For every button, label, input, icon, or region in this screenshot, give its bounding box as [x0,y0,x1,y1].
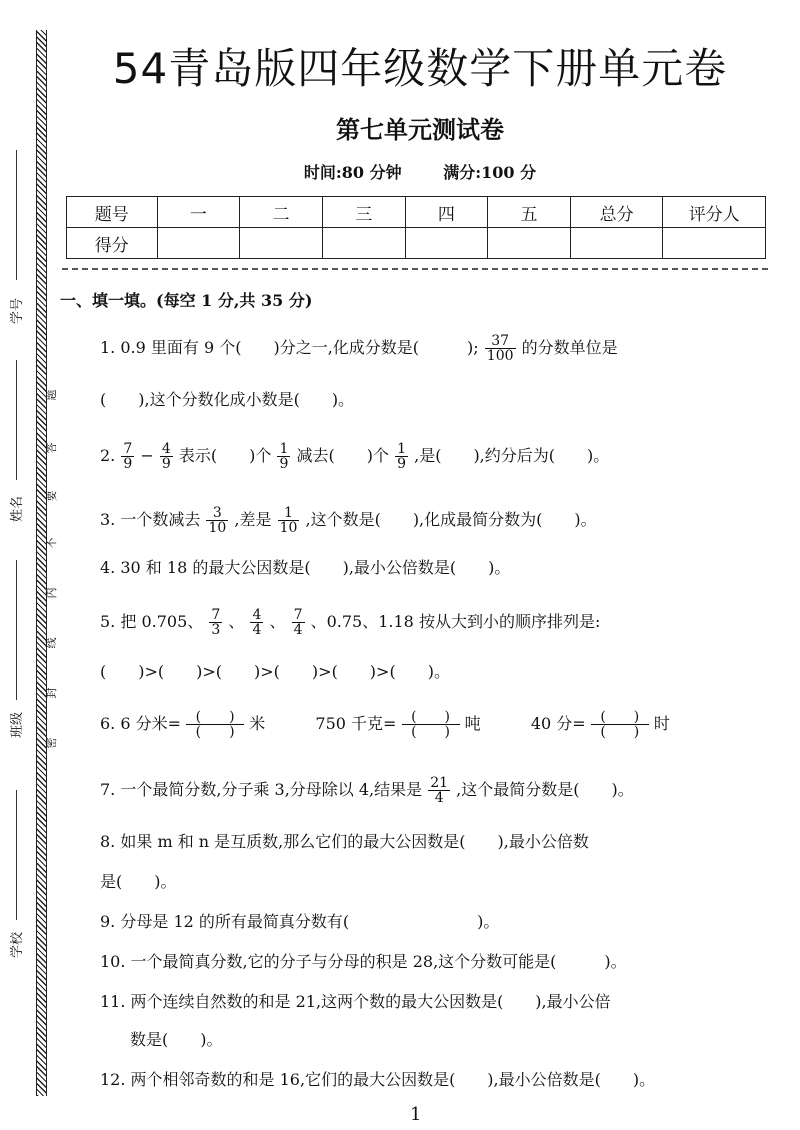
seal-char: 题 [45,389,58,401]
fraction: $\frac{1}{9}$ [279,441,289,472]
fraction: $\frac{3}{10}$ [208,505,227,536]
score-cell[interactable] [240,228,323,259]
fraction: $\frac{1}{9}$ [397,441,407,472]
minus-sign: − [140,446,154,465]
seal-char: 内 [45,587,58,599]
seal-char: 不 [45,537,58,549]
seal-char: 密 [45,737,58,749]
class-line [16,560,17,700]
fraction: $\frac{1}{10}$ [279,505,298,536]
question-1-cont: ( ),这个分数化成小数是( )。 [100,390,355,409]
class-label: 班级 [10,712,25,739]
table-row-label: 得分 [67,228,158,259]
score-table-row [67,228,766,259]
score-table-header-row [67,197,766,228]
question-4: 4. 30 和 18 的最大公因数是( ),最小公倍数是( )。 [100,558,511,577]
question-text: 米 [249,714,266,733]
question-11: 11. 两个连续自然数的和是 21,这两个数的最大公因数是( ),最小公倍 [100,992,611,1011]
table-header-cell: 评分人 [663,197,766,228]
question-3 [100,506,597,535]
question-text: 5. 把 0.705、 [100,612,204,631]
table-header-cell: 五 [488,197,571,228]
question-text: ,是( ),约分后为( )。 [414,446,610,465]
page-subtitle: 第七单元测试卷 [336,115,504,144]
section-heading: 一、填一填。(每空 1 分,共 35 分) [60,291,313,310]
score-cell[interactable] [157,228,240,259]
separator: 、 [228,612,245,631]
question-text: 7. 一个最简分数,分子乘 3,分母除以 4,结果是 [100,780,423,799]
name-label: 姓名 [10,496,25,523]
question-text: 750 千克= [315,714,397,733]
name-line [16,360,17,480]
table-header-cell: 三 [322,197,405,228]
question-10: 10. 一个最简真分数,它的分子与分母的积是 28,这个分数可能是( )。 [100,952,627,971]
question-6 [100,710,670,739]
page-number: 1 [410,1104,422,1125]
table-header-cell: 题号 [67,197,158,228]
question-text: ,这个最简分数是( )。 [456,780,634,799]
section-divider [62,268,768,270]
student-id-label: 学号 [10,298,25,325]
fraction: $\frac{21}{4}$ [430,775,449,806]
question-12: 12. 两个相邻奇数的和是 16,它们的最大公因数是( ),最小公倍数是( )。 [100,1070,656,1089]
fraction-blank[interactable]: ( ) ( ) [186,710,244,739]
score-cell[interactable] [570,228,663,259]
fraction: $\frac{37}{100}$ [486,333,514,364]
question-text: ,差是 [234,510,272,529]
student-id-line [16,150,17,280]
question-text: 6. 6 分米= [100,714,182,733]
question-9: 9. 分母是 12 的所有最简真分数有( )。 [100,912,500,931]
exam-full-score: 满分:100 分 [443,163,537,182]
fraction-blank[interactable]: ( ) ( ) [402,710,460,739]
question-text: 3. 一个数减去 [100,510,201,529]
question-5-answer-line: ( )>( )>( )>( )>( )>( )。 [100,662,450,681]
question-8-cont: 是( )。 [100,872,177,891]
fraction: $\frac{7}{3}$ [211,607,221,638]
seal-char: 要 [45,490,58,502]
page-title: 54青岛版四年级数学下册单元卷 [112,44,728,93]
binding-stripe [36,30,47,1096]
question-text: 的分数单位是 [521,338,618,357]
question-5 [100,608,600,637]
question-11-cont: 数是( )。 [130,1030,223,1049]
question-text: ,这个数是( ),化成最简分数为( )。 [305,510,597,529]
seal-char: 线 [45,637,58,649]
question-text: 时 [653,714,670,733]
table-header-cell: 一 [157,197,240,228]
score-cell[interactable] [405,228,488,259]
exam-meta [66,160,774,183]
fraction: $\frac{7}{4}$ [293,607,303,638]
question-text: 、0.75、1.18 按从大到小的顺序排列是: [310,612,601,631]
question-7 [100,776,634,805]
question-text: 1. 0.9 里面有 9 个( )分之一,化成分数是( ); [100,338,479,357]
separator: 、 [269,612,286,631]
score-table [66,196,766,259]
fraction: $\frac{7}{9}$ [123,441,133,472]
seal-char: 封 [45,687,58,699]
score-cell[interactable] [322,228,405,259]
question-text: 2. [100,446,121,465]
question-text: 减去( )个 [296,446,389,465]
question-text: 吨 [464,714,481,733]
table-header-cell: 四 [405,197,488,228]
fraction: $\frac{4}{9}$ [161,441,171,472]
question-1 [100,334,618,363]
fraction: $\frac{4}{4}$ [252,607,262,638]
binding-margin [0,0,62,1130]
question-text: 40 分= [530,714,586,733]
school-label: 学校 [10,932,25,959]
question-2 [100,442,609,471]
school-line [16,790,17,920]
exam-time: 时间:80 分钟 [303,163,402,182]
score-cell[interactable] [488,228,571,259]
score-cell[interactable] [663,228,766,259]
question-8: 8. 如果 m 和 n 是互质数,那么它们的最大公因数是( ),最小公倍数 [100,832,589,851]
table-header-cell: 二 [240,197,323,228]
table-header-cell: 总分 [570,197,663,228]
seal-char: 答 [45,442,58,454]
question-text: 表示( )个 [178,446,272,465]
fraction-blank[interactable]: ( ) ( ) [591,710,649,739]
